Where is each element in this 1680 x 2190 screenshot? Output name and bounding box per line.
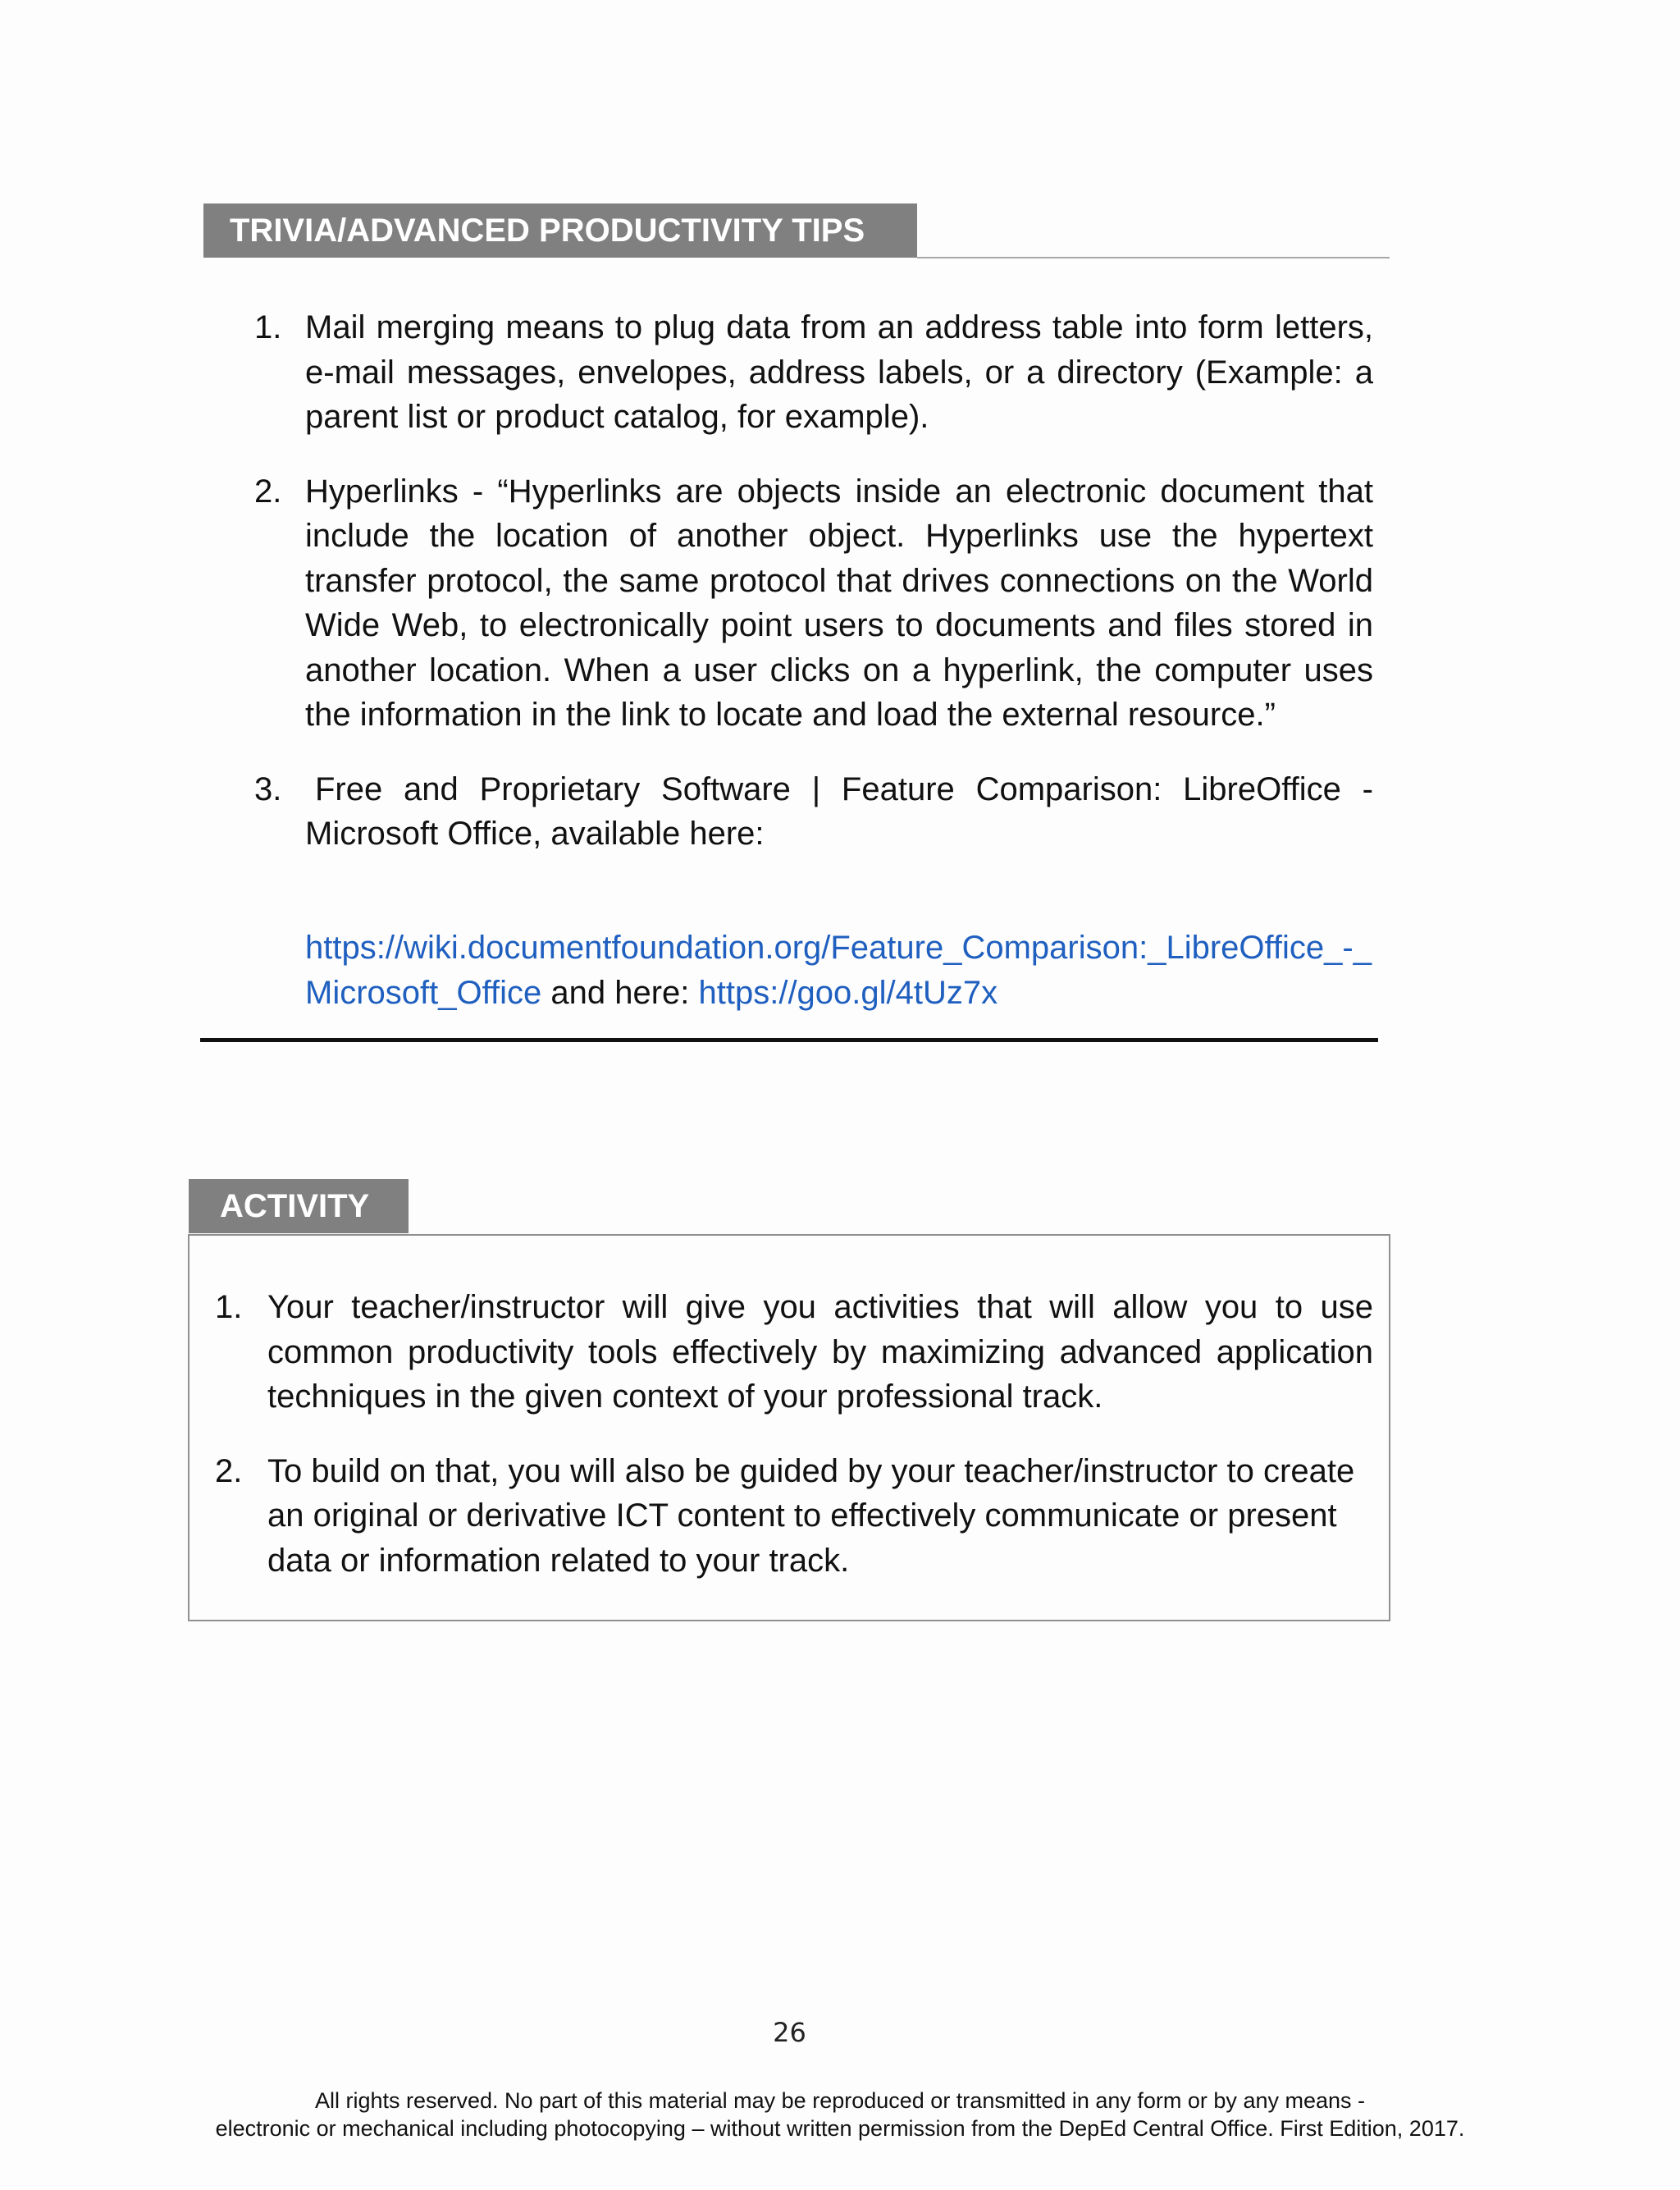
list-item-text: Free and Proprietary Software | Feature Comparison: LibreOffice - Microsoft Office, available here:: [305, 770, 1373, 852]
activity-section-header: ACTIVITY: [189, 1179, 409, 1233]
footer-line: All rights reserved. No part of this material may be reproduced or transmitted in any form or by any means -: [314, 2088, 1366, 2113]
list-item-text: Hyperlinks - “Hyperlinks are objects inside an electronic document that include the location of another object. Hyperlinks use the hypertext transfer protocol, the same protocol that drives connections on the World Wide Web, to electronically point users to documents and files stored in another location. When a user clicks on a hyperlink, the computer uses the information in the link to locate and load the external resource.”: [305, 473, 1373, 733]
list-item-number: 3.: [254, 770, 282, 807]
libreoffice-comparison-link[interactable]: https://wiki.documentfoundation.org/Feature_Comparison:_LibreOffice_-_Microsoft_Office: [305, 930, 1372, 1011]
reference-links: [305, 926, 1373, 1015]
list-item: [254, 767, 1373, 857]
trivia-list: [254, 305, 1373, 886]
short-link[interactable]: https://goo.gl/4tUz7x: [698, 974, 998, 1011]
section-divider: [200, 1038, 1378, 1042]
page-number: 26: [773, 2017, 806, 2048]
copyright-footer: [0, 2087, 1680, 2142]
list-item-text: To build on that, you will also be guided by your teacher/instructor to create an original or derivative ICT content to effectively communicate or present data or information related to your track.: [267, 1452, 1355, 1579]
trivia-section-header: TRIVIA/ADVANCED PRODUCTIVITY TIPS: [203, 203, 917, 258]
list-item-number: 1.: [215, 1289, 243, 1325]
link-connector-text: and here:: [541, 974, 699, 1011]
list-item-text: Mail merging means to plug data from an address table into form letters, e-mail messages, envelopes, address labels, or a directory (Example: a parent list or product catalog, for example).: [305, 309, 1373, 435]
list-item-text: Your teacher/instructor will give you activities that will allow you to use common productivity tools effectively by maximizing advanced application techniques in the given context of your professional track.: [267, 1289, 1373, 1415]
footer-line: electronic or mechanical including photocopying – without written permission from the DepEd Central Office. First Edition, 2017.: [215, 2116, 1465, 2141]
list-item-number: 2.: [254, 473, 282, 510]
list-item-number: 1.: [254, 309, 282, 345]
activity-list: [215, 1285, 1373, 1583]
list-item: [215, 1285, 1373, 1420]
list-item-number: 2.: [215, 1452, 243, 1489]
list-item: [254, 305, 1373, 440]
list-item: [254, 469, 1373, 738]
list-item: [215, 1449, 1373, 1584]
trivia-header-rule: [917, 257, 1390, 258]
